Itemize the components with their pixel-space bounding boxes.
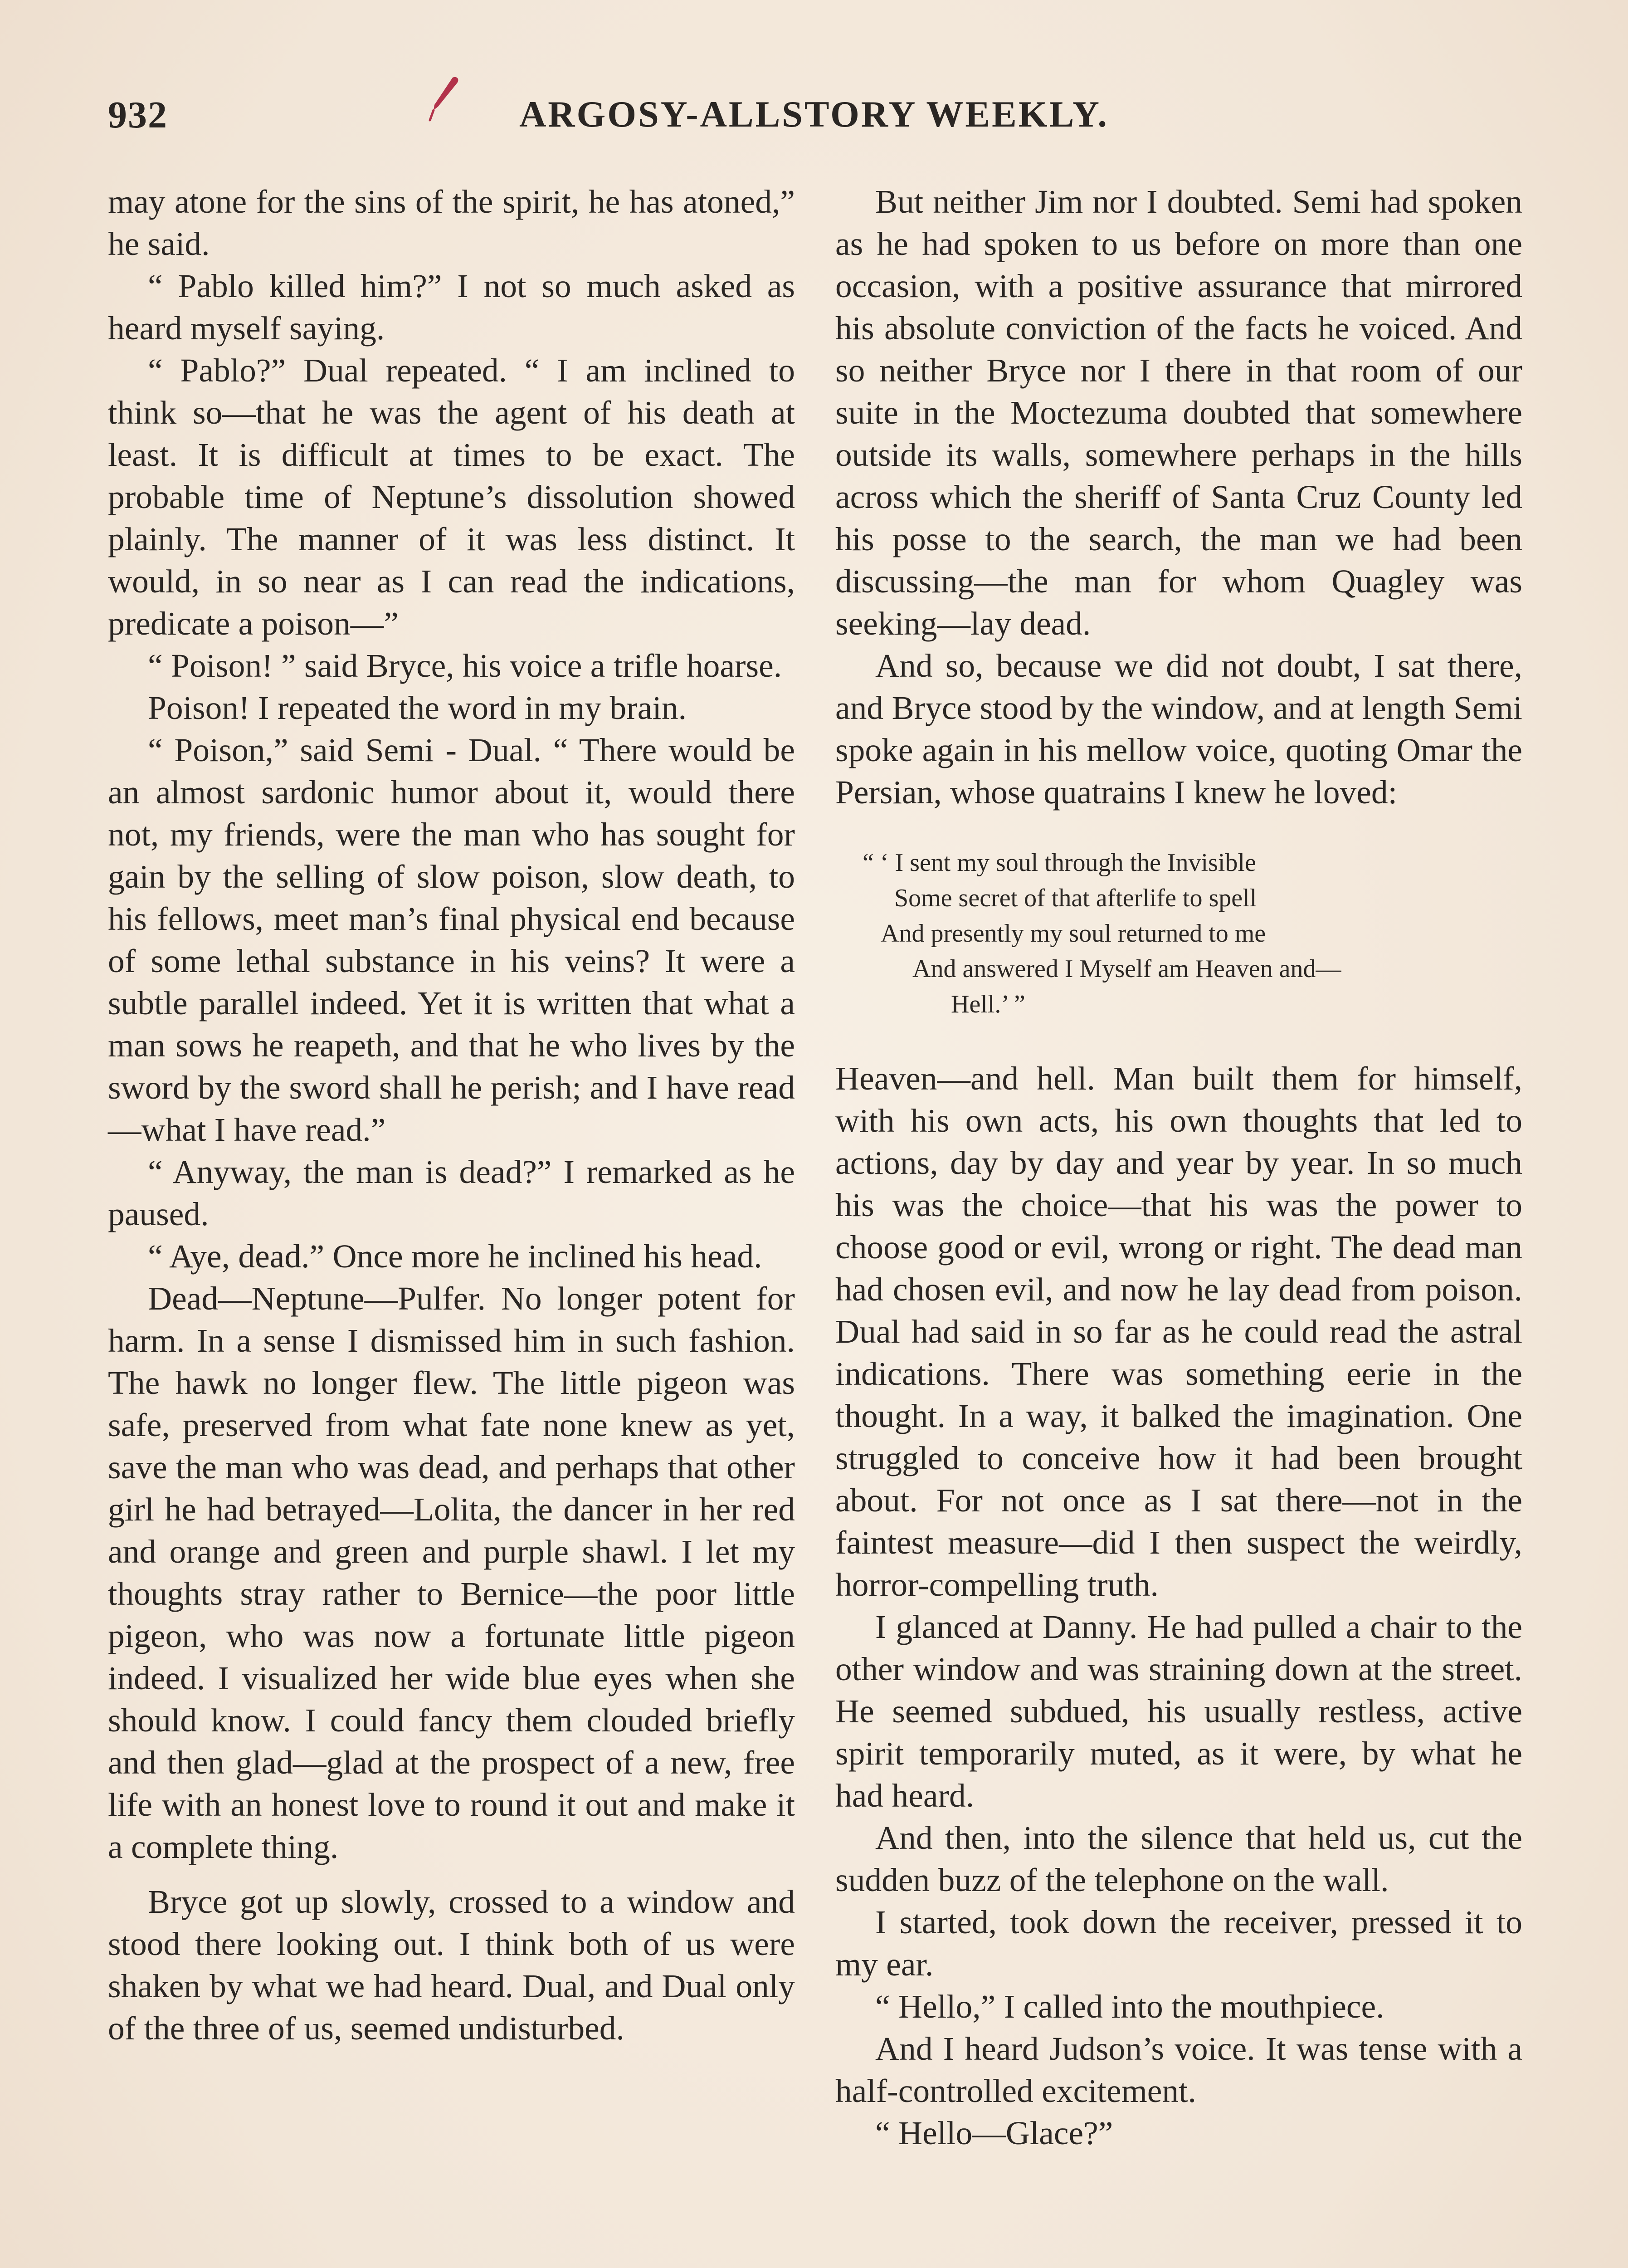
paragraph: may atone for the sins of the spirit, he has atoned,” he said.	[108, 183, 795, 262]
right-column	[835, 181, 1522, 2154]
paragraph: I glanced at Danny. He had pulled a chair to the other window and was straining down at the street. He seemed subdued, his usually restless, active spirit temporarily muted, as it were, by what he had heard.	[835, 1608, 1522, 1814]
paragraph: “ Anyway, the man is dead?” I remarked as he paused.	[108, 1154, 795, 1232]
paragraph: I started, took down the receiver, pressed it to my ear.	[835, 1904, 1522, 1983]
paragraph: “ Hello—Glace?”	[875, 2115, 1113, 2151]
paragraph: “ Hello,” I called into the mouthpiece.	[875, 1988, 1384, 2025]
paragraph: “ Pablo killed him?” I not so much asked as heard myself saying.	[108, 268, 795, 347]
paragraph: “ Poison! ” said Bryce, his voice a trifle hoarse.	[148, 647, 782, 684]
page-number: 932	[108, 94, 168, 136]
paragraph: Bryce got up slowly, crossed to a window and stood there looking out. I think both of us were shaken by what we had heard. Dual, and Dual only of the three of us, seemed undisturbed.	[108, 1883, 795, 2047]
paragraph: Poison! I repeated the word in my brain.	[148, 689, 687, 726]
paragraph: Heaven—and hell. Man built them for himself, with his own acts, his own thoughts that led to actions, day by day and year by year. In so much his was the choice—that his was the power to choose good or evil, wrong or right. The dead man had chosen evil, and now he lay dead from poison. Dual had said in so far as he could read the astral indications. There was something eerie in the thought. In a way, it balked the imagination. One struggled to conceive how it had been brought about. For not once as I sat there—not in the faintest measure—did I then suspect the weirdly, horror-compelling truth.	[835, 1060, 1522, 1603]
verse-line: Hell.’ ”	[951, 990, 1025, 1018]
pen-mark-icon	[421, 75, 462, 125]
paragraph: And so, because we did not doubt, I sat there, and Bryce stood by the window, and at length Semi spoke again in his mellow voice, quoting Omar the Persian, whose quatrains I knew he loved:	[835, 647, 1522, 811]
verse-line: And answered I Myself am Heaven and—	[912, 955, 1341, 983]
verse-line: And presently my soul returned to me	[881, 919, 1266, 948]
quatrain	[863, 845, 1522, 1022]
paragraph: But neither Jim nor I doubted. Semi had spoken as he had spoken to us before on more than one occasion, with a positive assurance that mirrored his absolute conviction of the facts he voiced. And so neither Bryce nor I there in that room of our suite in the Moctezuma doubted that somewhere outside its walls, somewhere perhaps in the hills across which the sheriff of Santa Cruz County led his posse to the search, the man we had been discussing—the man for whom Quagley was seeking—lay dead.	[835, 183, 1522, 642]
paragraph: And I heard Judson’s voice. It was tense with a half-controlled excitement.	[835, 2030, 1522, 2109]
paragraph: “ Poison,” said Semi - Dual. “ There would be an almost sardonic humor about it, would there not, my friends, were the man who has sought for gain by the selling of slow poison, slow death, to his fellows, meet man’s final physical end because of some lethal substance in his veins? It were a subtle parallel indeed. Yet it is written that what a man sows he reapeth, and that he who lives by the sword by the sword shall he perish; and I have read—what I have read.”	[108, 732, 795, 1148]
verse-line: Some secret of that afterlife to spell	[894, 884, 1257, 912]
verse-line: “ ‘ I sent my soul through the Invisible	[863, 849, 1256, 877]
paragraph: Dead—Neptune—Pulfer. No longer potent for harm. In a sense I dismissed him in such fashion. The hawk no longer flew. The little pigeon was safe, preserved from what fate none knew as yet, save the man who was dead, and perhaps that other girl he had betrayed—Lolita, the dancer in her red and orange and green and purple shawl. I let my thoughts stray rather to Bernice—the poor little pigeon, who was now a fortunate little pigeon indeed. I visualized her wide blue eyes when she should know. I could fancy them clouded briefly and then glad—glad at the prospect of a new, free life with an honest love to round it out and make it a complete thing.	[108, 1280, 795, 1865]
running-title: ARGOSY-ALLSTORY WEEKLY.	[519, 93, 1109, 135]
left-column	[108, 181, 795, 2049]
paragraph: “ Aye, dead.” Once more he inclined his head.	[148, 1238, 762, 1275]
page-header	[108, 93, 1520, 147]
paragraph: “ Pablo?” Dual repeated. “ I am inclined to think so—that he was the agent of his death at least. It is difficult at times to be exact. The probable time of Neptune’s dissolution showed plainly. The manner of it was less distinct. It would, in so near as I can read the indications, predicate a poison—”	[108, 352, 795, 642]
paragraph: And then, into the silence that held us, cut the sudden buzz of the telephone on the wall.	[835, 1819, 1522, 1898]
